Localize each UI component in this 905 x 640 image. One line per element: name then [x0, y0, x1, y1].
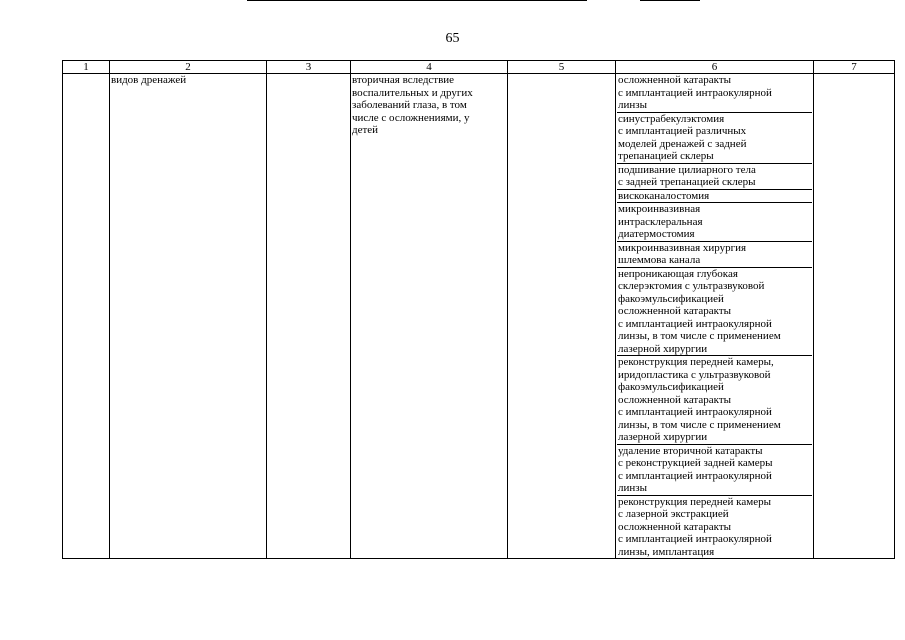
procedure-item: микроинвазивная интрасклеральная диатермостомия: [617, 203, 812, 242]
column-header-2: 2: [110, 61, 267, 74]
column-header-1: 1: [63, 61, 110, 74]
page-number: 65: [445, 31, 460, 46]
column-header-5: 5: [508, 61, 616, 74]
header-rule: [247, 0, 587, 1]
procedure-item: осложненной катаракты с имплантацией интраокулярной линзы: [617, 74, 812, 113]
procedure-item: удаление вторичной катаракты с реконструкцией задней камеры с имплантацией интраокулярной линзы: [617, 445, 812, 496]
column-header-3: 3: [267, 61, 351, 74]
cell-col1: [63, 74, 110, 559]
cell-col7: [814, 74, 895, 559]
cell-col3: [267, 74, 351, 559]
cell-col6-procedures: [616, 74, 814, 559]
column-header-4: 4: [351, 61, 508, 74]
column-header-6: 6: [616, 61, 814, 74]
procedure-item: синустрабекулэктомия с имплантацией различных моделей дренажей с задней трепанацией склеры: [617, 113, 812, 164]
procedure-item: реконструкция передней камеры с лазерной экстракцией осложненной катаракты с имплантацией интраокулярной линзы, имплантация: [618, 495, 772, 558]
procedure-item: вискоканалостомия: [617, 190, 812, 204]
procedure-item: подшивание цилиарного тела с задней трепанацией склеры: [617, 164, 812, 190]
document-table: [62, 60, 895, 559]
cell-col2: видов дренажей: [110, 74, 267, 559]
column-header-7: 7: [814, 61, 895, 74]
cell-col4: вторичная вследствие воспалительных и других заболеваний глаза, в том числе с осложнениями, у детей: [351, 74, 508, 559]
cell-col5: [508, 74, 616, 559]
table-row: [63, 74, 895, 559]
header-rule-short: [640, 0, 700, 1]
procedure-item: непроникающая глубокая склерэктомия с ультразвуковой факоэмульсификацией осложненной катаракты с имплантацией интраокулярной линзы, в том числе с применением лазерной хирургии: [617, 268, 812, 357]
procedure-item: реконструкция передней камеры, иридопластика с ультразвуковой факоэмульсификацией осложненной катаракты с имплантацией интраокулярной линзы, в том числе с применением лазерной хирургии: [617, 356, 812, 445]
header-row: [63, 61, 895, 74]
procedure-item: микроинвазивная хирургия шлеммова канала: [617, 242, 812, 268]
